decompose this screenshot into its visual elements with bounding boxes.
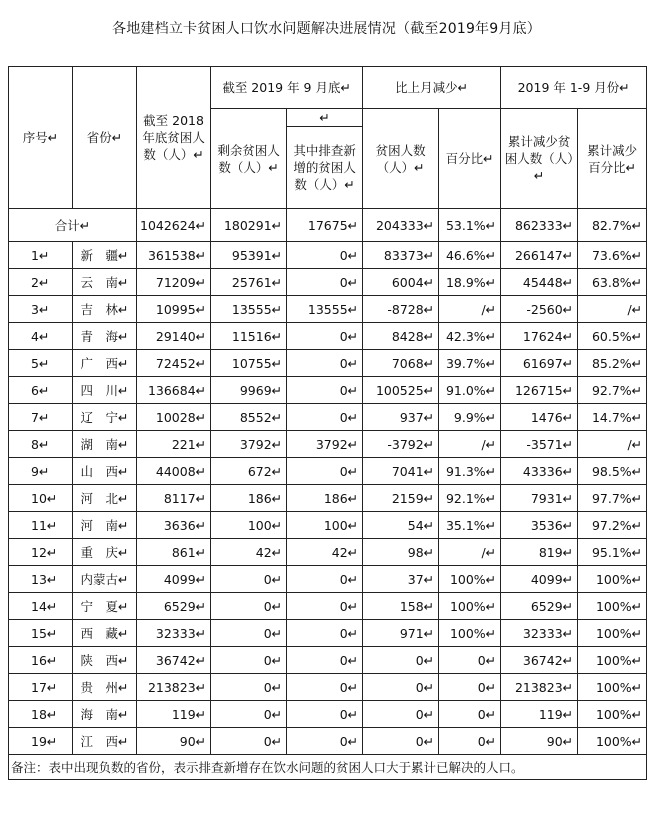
row-new-found: 0↵ (287, 593, 363, 620)
total-row (9, 209, 647, 242)
table-row (9, 593, 647, 620)
row-new-found: 0↵ (287, 458, 363, 485)
row-remaining: 3792↵ (211, 431, 287, 458)
row-mom-pct: 0↵ (439, 728, 501, 755)
row-remaining: 13555↵ (211, 296, 287, 323)
row-mom-pct: 91.3%↵ (439, 458, 501, 485)
row-province: 云 南↵ (73, 269, 137, 296)
row-base-2018: 32333↵ (137, 620, 211, 647)
row-mom-people: 2159↵ (363, 485, 439, 512)
row-ytd-people: 266147↵ (501, 242, 578, 269)
row-ytd-people: 45448↵ (501, 269, 578, 296)
row-mom-pct: 42.3%↵ (439, 323, 501, 350)
row-province: 重 庆↵ (73, 539, 137, 566)
row-ytd-pct: 100%↵ (578, 593, 647, 620)
row-seq: 3↵ (9, 296, 73, 323)
row-base-2018: 221↵ (137, 431, 211, 458)
table-row (9, 674, 647, 701)
row-ytd-pct: 97.2%↵ (578, 512, 647, 539)
header-sep-blank: ↵ (287, 109, 363, 127)
row-seq: 8↵ (9, 431, 73, 458)
row-base-2018: 213823↵ (137, 674, 211, 701)
table-row (9, 512, 647, 539)
header-group-sep: 截至 2019 年 9 月底↵ (211, 67, 363, 109)
row-mom-pct: 100%↵ (439, 593, 501, 620)
row-ytd-people: 32333↵ (501, 620, 578, 647)
row-new-found: 0↵ (287, 701, 363, 728)
row-mom-people: 83373↵ (363, 242, 439, 269)
row-remaining: 186↵ (211, 485, 287, 512)
row-ytd-people: 3536↵ (501, 512, 578, 539)
table-row (9, 377, 647, 404)
row-mom-people: 98↵ (363, 539, 439, 566)
row-base-2018: 36742↵ (137, 647, 211, 674)
row-ytd-pct: 98.5%↵ (578, 458, 647, 485)
row-new-found: 3792↵ (287, 431, 363, 458)
row-remaining: 0↵ (211, 593, 287, 620)
row-mom-pct: 39.7%↵ (439, 350, 501, 377)
note-row (9, 755, 647, 780)
row-new-found: 0↵ (287, 647, 363, 674)
row-new-found: 0↵ (287, 269, 363, 296)
row-province: 江 西↵ (73, 728, 137, 755)
total-new-found: 17675↵ (287, 209, 363, 242)
row-new-found: 0↵ (287, 566, 363, 593)
table-row (9, 404, 647, 431)
row-mom-pct: 9.9%↵ (439, 404, 501, 431)
row-ytd-people: 61697↵ (501, 350, 578, 377)
row-ytd-people: -3571↵ (501, 431, 578, 458)
row-province: 河 北↵ (73, 485, 137, 512)
row-ytd-pct: 100%↵ (578, 566, 647, 593)
row-province: 西 藏↵ (73, 620, 137, 647)
row-new-found: 0↵ (287, 377, 363, 404)
total-mom-people: 204333↵ (363, 209, 439, 242)
row-mom-people: 0↵ (363, 728, 439, 755)
row-ytd-pct: 14.7%↵ (578, 404, 647, 431)
row-mom-people: 158↵ (363, 593, 439, 620)
row-mom-people: 7068↵ (363, 350, 439, 377)
row-ytd-pct: 60.5%↵ (578, 323, 647, 350)
header-base-2018: 截至 2018 年底贫困人数（人）↵ (137, 67, 211, 209)
row-province: 辽 宁↵ (73, 404, 137, 431)
row-new-found: 13555↵ (287, 296, 363, 323)
row-province: 河 南↵ (73, 512, 137, 539)
table-row (9, 485, 647, 512)
row-new-found: 0↵ (287, 323, 363, 350)
row-seq: 4↵ (9, 323, 73, 350)
row-ytd-pct: 92.7%↵ (578, 377, 647, 404)
row-new-found: 0↵ (287, 620, 363, 647)
row-remaining: 95391↵ (211, 242, 287, 269)
row-base-2018: 44008↵ (137, 458, 211, 485)
row-seq: 11↵ (9, 512, 73, 539)
row-mom-people: 8428↵ (363, 323, 439, 350)
row-ytd-people: 90↵ (501, 728, 578, 755)
table-row (9, 242, 647, 269)
row-ytd-people: 7931↵ (501, 485, 578, 512)
row-province: 陕 西↵ (73, 647, 137, 674)
row-remaining: 0↵ (211, 620, 287, 647)
row-remaining: 672↵ (211, 458, 287, 485)
header-ytd-pct: 累计减少百分比↵ (578, 109, 647, 209)
row-remaining: 42↵ (211, 539, 287, 566)
row-new-found: 186↵ (287, 485, 363, 512)
row-ytd-people: 4099↵ (501, 566, 578, 593)
row-ytd-people: 119↵ (501, 701, 578, 728)
row-seq: 13↵ (9, 566, 73, 593)
total-label: 合计↵ (9, 209, 137, 242)
row-ytd-pct: 100%↵ (578, 620, 647, 647)
row-mom-people: 937↵ (363, 404, 439, 431)
table-row (9, 728, 647, 755)
row-base-2018: 10995↵ (137, 296, 211, 323)
table-row (9, 647, 647, 674)
row-seq: 15↵ (9, 620, 73, 647)
row-base-2018: 8117↵ (137, 485, 211, 512)
table-row (9, 701, 647, 728)
header-province: 省份↵ (73, 67, 137, 209)
row-remaining: 0↵ (211, 647, 287, 674)
row-ytd-people: 126715↵ (501, 377, 578, 404)
row-base-2018: 119↵ (137, 701, 211, 728)
row-mom-people: 0↵ (363, 701, 439, 728)
row-remaining: 10755↵ (211, 350, 287, 377)
row-mom-people: 100525↵ (363, 377, 439, 404)
row-province: 宁 夏↵ (73, 593, 137, 620)
row-seq: 17↵ (9, 674, 73, 701)
header-seq: 序号↵ (9, 67, 73, 209)
row-mom-pct: 100%↵ (439, 566, 501, 593)
row-province: 四 川↵ (73, 377, 137, 404)
header-group-mom: 比上月减少↵ (363, 67, 501, 109)
row-base-2018: 10028↵ (137, 404, 211, 431)
header-mom-people: 贫困人数（人）↵ (363, 109, 439, 209)
row-ytd-pct: 95.1%↵ (578, 539, 647, 566)
row-mom-pct: /↵ (439, 431, 501, 458)
row-mom-pct: /↵ (439, 539, 501, 566)
row-base-2018: 29140↵ (137, 323, 211, 350)
row-mom-pct: 35.1%↵ (439, 512, 501, 539)
table-row (9, 620, 647, 647)
total-mom-pct: 53.1%↵ (439, 209, 501, 242)
row-mom-pct: 0↵ (439, 701, 501, 728)
row-seq: 12↵ (9, 539, 73, 566)
total-ytd-people: 862333↵ (501, 209, 578, 242)
row-mom-pct: 0↵ (439, 647, 501, 674)
header-group-ytd: 2019 年 1-9 月份↵ (501, 67, 647, 109)
row-seq: 7↵ (9, 404, 73, 431)
row-mom-people: 0↵ (363, 647, 439, 674)
row-seq: 6↵ (9, 377, 73, 404)
row-mom-pct: 92.1%↵ (439, 485, 501, 512)
water-progress-table (8, 66, 647, 780)
row-new-found: 0↵ (287, 404, 363, 431)
row-ytd-pct: 63.8%↵ (578, 269, 647, 296)
row-mom-people: -3792↵ (363, 431, 439, 458)
row-remaining: 100↵ (211, 512, 287, 539)
row-seq: 19↵ (9, 728, 73, 755)
row-remaining: 9969↵ (211, 377, 287, 404)
table-row (9, 566, 647, 593)
row-base-2018: 3636↵ (137, 512, 211, 539)
header-new-found: 其中排查新增的贫困人数（人）↵ (287, 127, 363, 209)
row-province: 山 西↵ (73, 458, 137, 485)
row-mom-people: 0↵ (363, 674, 439, 701)
row-ytd-pct: /↵ (578, 431, 647, 458)
header-ytd-people: 累计减少贫困人数（人）↵ (501, 109, 578, 209)
row-ytd-pct: /↵ (578, 296, 647, 323)
row-seq: 10↵ (9, 485, 73, 512)
header-mom-pct: 百分比↵ (439, 109, 501, 209)
row-mom-pct: 100%↵ (439, 620, 501, 647)
row-new-found: 0↵ (287, 350, 363, 377)
row-mom-pct: 91.0%↵ (439, 377, 501, 404)
row-remaining: 0↵ (211, 566, 287, 593)
row-mom-pct: 18.9%↵ (439, 269, 501, 296)
row-mom-people: 37↵ (363, 566, 439, 593)
row-ytd-people: 1476↵ (501, 404, 578, 431)
row-remaining: 11516↵ (211, 323, 287, 350)
row-seq: 2↵ (9, 269, 73, 296)
table-row (9, 350, 647, 377)
row-seq: 16↵ (9, 647, 73, 674)
table-row (9, 458, 647, 485)
row-province: 新 疆↵ (73, 242, 137, 269)
table-row (9, 539, 647, 566)
row-province: 广 西↵ (73, 350, 137, 377)
row-mom-people: 6004↵ (363, 269, 439, 296)
row-seq: 14↵ (9, 593, 73, 620)
row-remaining: 0↵ (211, 701, 287, 728)
row-new-found: 0↵ (287, 674, 363, 701)
row-remaining: 25761↵ (211, 269, 287, 296)
row-seq: 5↵ (9, 350, 73, 377)
row-ytd-pct: 73.6%↵ (578, 242, 647, 269)
row-seq: 9↵ (9, 458, 73, 485)
row-seq: 18↵ (9, 701, 73, 728)
row-mom-people: -8728↵ (363, 296, 439, 323)
row-ytd-pct: 85.2%↵ (578, 350, 647, 377)
row-new-found: 100↵ (287, 512, 363, 539)
row-base-2018: 361538↵ (137, 242, 211, 269)
row-mom-pct: 46.6%↵ (439, 242, 501, 269)
row-new-found: 0↵ (287, 728, 363, 755)
header-remaining: 剩余贫困人数（人）↵ (211, 109, 287, 209)
row-province: 吉 林↵ (73, 296, 137, 323)
row-base-2018: 72452↵ (137, 350, 211, 377)
table-row (9, 323, 647, 350)
row-remaining: 0↵ (211, 674, 287, 701)
row-base-2018: 136684↵ (137, 377, 211, 404)
row-mom-people: 54↵ (363, 512, 439, 539)
row-base-2018: 861↵ (137, 539, 211, 566)
row-ytd-pct: 97.7%↵ (578, 485, 647, 512)
document-title: 各地建档立卡贫困人口饮水问题解决进展情况（截至2019年9月底） (112, 21, 541, 37)
row-mom-pct: /↵ (439, 296, 501, 323)
row-seq: 1↵ (9, 242, 73, 269)
row-ytd-people: 213823↵ (501, 674, 578, 701)
row-ytd-people: 17624↵ (501, 323, 578, 350)
table-note: 备注：表中出现负数的省份，表示排查新增存在饮水问题的贫困人口大于累计已解决的人口。 (9, 755, 647, 780)
row-mom-people: 971↵ (363, 620, 439, 647)
row-ytd-pct: 100%↵ (578, 674, 647, 701)
row-ytd-people: 6529↵ (501, 593, 578, 620)
row-mom-people: 7041↵ (363, 458, 439, 485)
row-ytd-pct: 100%↵ (578, 728, 647, 755)
row-province: 海 南↵ (73, 701, 137, 728)
row-ytd-people: 36742↵ (501, 647, 578, 674)
row-ytd-people: -2560↵ (501, 296, 578, 323)
table-row (9, 269, 647, 296)
table-row (9, 431, 647, 458)
row-new-found: 42↵ (287, 539, 363, 566)
row-remaining: 0↵ (211, 728, 287, 755)
row-remaining: 8552↵ (211, 404, 287, 431)
row-province: 湖 南↵ (73, 431, 137, 458)
row-province: 青 海↵ (73, 323, 137, 350)
row-base-2018: 90↵ (137, 728, 211, 755)
row-new-found: 0↵ (287, 242, 363, 269)
row-province: 贵 州↵ (73, 674, 137, 701)
row-mom-pct: 0↵ (439, 674, 501, 701)
row-base-2018: 71209↵ (137, 269, 211, 296)
row-base-2018: 6529↵ (137, 593, 211, 620)
row-ytd-people: 819↵ (501, 539, 578, 566)
row-ytd-pct: 100%↵ (578, 701, 647, 728)
total-remaining: 180291↵ (211, 209, 287, 242)
row-province: 内蒙古↵ (73, 566, 137, 593)
row-base-2018: 4099↵ (137, 566, 211, 593)
row-ytd-pct: 100%↵ (578, 647, 647, 674)
total-base-2018: 1042624↵ (137, 209, 211, 242)
total-ytd-pct: 82.7%↵ (578, 209, 647, 242)
table-row (9, 296, 647, 323)
row-ytd-people: 43336↵ (501, 458, 578, 485)
